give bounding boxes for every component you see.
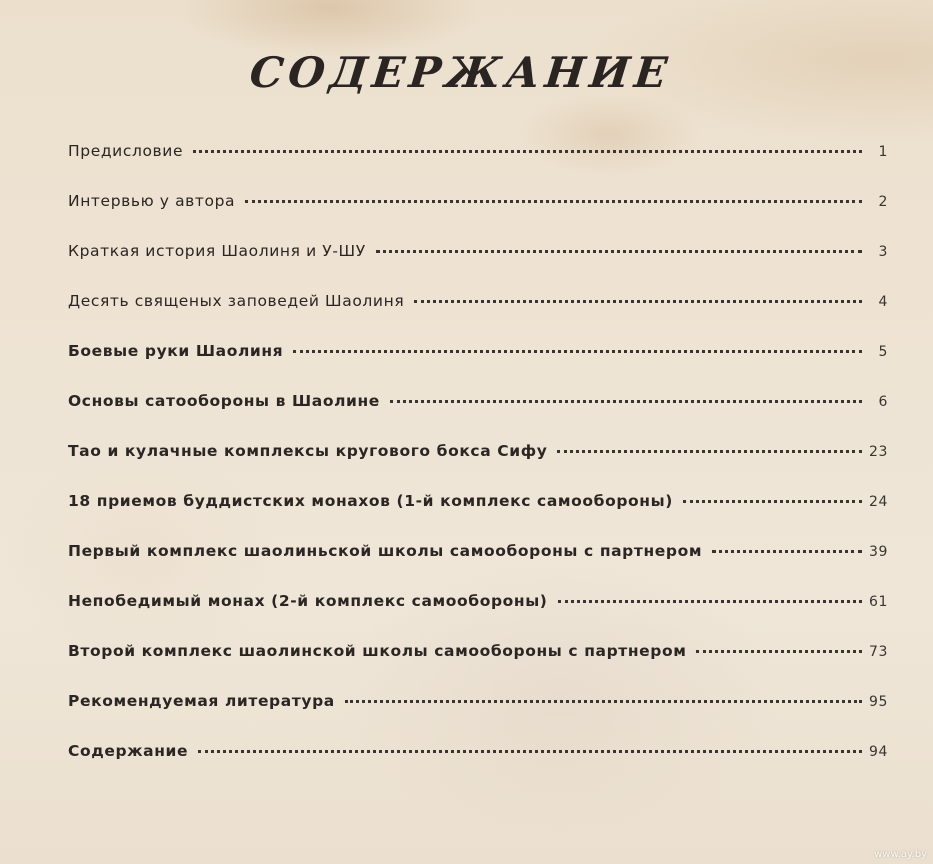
dot-leader [557,450,862,453]
toc-entry-page: 95 [868,694,888,710]
toc-entry [68,542,888,592]
dot-leader [376,250,862,253]
toc-entry-page: 73 [868,644,888,660]
toc-entry-title: Содержание [68,742,189,760]
toc-entry [68,442,888,492]
toc-entry-title: Десять священых заповедей Шаолиня [68,292,405,310]
toc-entry-page: 61 [868,594,888,610]
toc-entry-title: 18 приемов буддистских монахов (1-й комплекс самообороны) [68,492,673,510]
toc-entry-page: 94 [868,744,888,760]
toc-entry-title: Второй комплекс шаолинской школы самообороны с партнером [68,642,687,660]
toc-entry-title: Боевые руки Шаолиня [68,342,284,360]
toc-entry-title: Непобедимый монах (2-й комплекс самообороны) [68,592,548,610]
toc-entry [68,742,888,792]
dot-leader [198,750,862,753]
toc-entry-page: 3 [878,244,888,260]
dot-leader [414,300,862,303]
toc-entry-title: Тао и кулачные комплексы кругового бокса Сифу [68,442,548,460]
dot-leader [293,350,862,353]
toc-entry-title: Предисловие [68,142,184,160]
toc-entry [68,392,888,442]
dot-leader [558,600,863,603]
toc-entry-title: Основы сатообороны в Шаолине [68,392,380,410]
toc-entry [68,342,888,392]
toc-entry-title: Рекомендуемая литература [68,692,335,710]
toc-entry-page: 1 [878,144,888,160]
dot-leader [712,550,862,553]
toc-entry-title: Первый комплекс шаолиньской школы самообороны с партнером [68,542,703,560]
dot-leader [193,150,862,153]
toc-entry [68,142,888,192]
toc-entry-page: 23 [868,444,888,460]
toc-entry-page: 6 [878,394,888,410]
toc-entry [68,292,888,342]
table-of-contents [68,142,888,792]
site-watermark: www.ay.by [874,849,927,860]
toc-entry-page: 4 [878,294,888,310]
toc-entry-page: 39 [868,544,888,560]
toc-entry [68,642,888,692]
toc-entry [68,592,888,642]
dot-leader [696,650,862,653]
toc-entry [68,692,888,742]
dot-leader [245,200,862,203]
dot-leader [345,700,862,703]
toc-entry [68,192,888,242]
dot-leader [683,500,862,503]
toc-entry-page: 24 [868,494,888,510]
toc-entry-title: Краткая история Шаолиня и У-ШУ [68,242,366,260]
toc-entry-title: Интервью у автора [68,192,236,210]
toc-entry [68,492,888,542]
page-title: СОДЕРЖАНИЕ [247,48,675,97]
toc-entry [68,242,888,292]
toc-entry-page: 5 [878,344,888,360]
dot-leader [390,400,862,403]
toc-entry-page: 2 [878,194,888,210]
